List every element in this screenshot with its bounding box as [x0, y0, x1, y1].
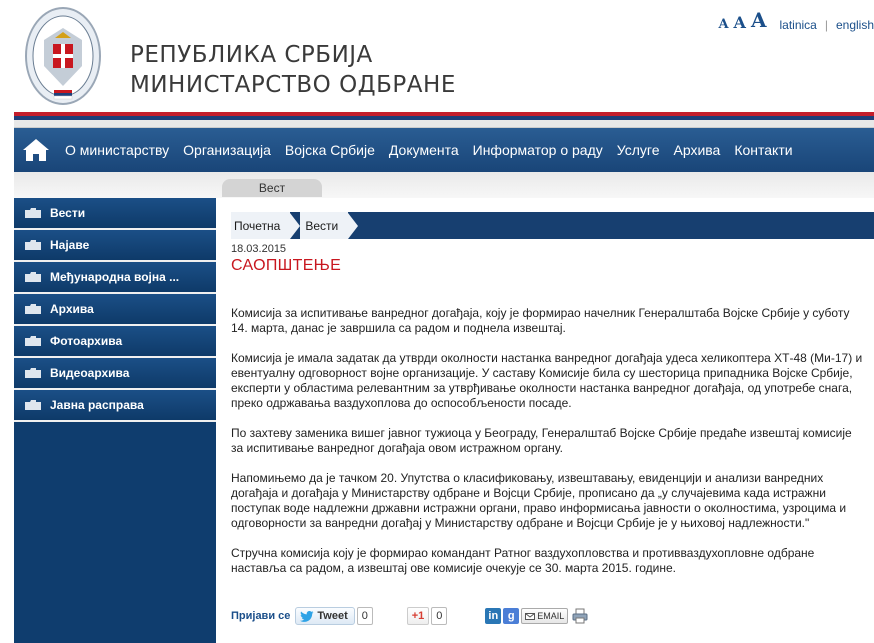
nav-item-about[interactable]: О министарству [65, 142, 170, 158]
section-tab: Вест [222, 179, 322, 197]
home-button[interactable] [14, 128, 58, 172]
flag-stripes [14, 112, 874, 128]
article-paragraph: Комисија је имала задатак да утврди околности настанка ванредног догађаја удеса хеликоптера ХТ-48 (Ми-17) и евентуалну одговорност војне организације. У саставу Комисије била су шесторица припадника Војске Србије, експерти у областима релевантним за утврђивање околности настанка ванредног догађаја, од употребе снага, преко одржавања ваздухоплова до оспособљености посаде. [231, 351, 863, 410]
gplus-button[interactable] [407, 607, 430, 625]
sidebar-item-label: Вести [50, 206, 86, 220]
print-icon[interactable] [572, 608, 588, 624]
lang-english-link[interactable]: english [835, 18, 874, 32]
share-label: Пријави се [231, 610, 291, 622]
sidebar-item-label: Најаве [50, 238, 90, 252]
breadcrumb-arrow-icon [348, 213, 358, 239]
font-size-large-button[interactable]: A [750, 8, 767, 32]
nav-item-informator[interactable]: Информатор о раду [472, 142, 603, 158]
breadcrumb [231, 212, 874, 239]
tweet-button[interactable] [295, 607, 354, 625]
font-size-medium-button[interactable]: A [733, 13, 746, 32]
folder-icon [24, 272, 42, 282]
sidebar-item-international[interactable] [14, 262, 216, 294]
tweet-label: Tweet [317, 610, 348, 622]
sidebar-item-announcements[interactable] [14, 230, 216, 262]
top-utility-bar [718, 8, 874, 32]
nav-item-organization[interactable]: Организација [183, 142, 271, 158]
article-paragraph: Стручна комисија коју је формирао командант Ратног ваздухопловства и противваздухопловне одбране наставља са радом, а извештај ове комисије очекује се 30. марта 2015. године. [231, 546, 815, 575]
article-title: САОПШТЕЊЕ [231, 257, 342, 274]
tweet-count: 0 [357, 607, 373, 625]
sidebar-item-label: Међународна војна ... [50, 270, 180, 284]
sidebar-item-archive[interactable] [14, 294, 216, 326]
sidebar-item-label: Јавна расправа [50, 398, 144, 412]
lang-separator: | [824, 18, 828, 32]
folder-icon [24, 240, 42, 250]
ministry-emblem-icon[interactable] [24, 6, 102, 106]
gplus-label: +1 [411, 610, 425, 622]
lang-latinica-link[interactable]: latinica [779, 18, 817, 32]
site-title-line1: РЕПУБЛИКА СРБИЈА [130, 42, 373, 68]
sidebar [14, 198, 216, 643]
nav-item-contacts[interactable]: Контакти [734, 142, 793, 158]
breadcrumb-home[interactable]: Почетна [231, 212, 290, 239]
nav-item-documents[interactable]: Документа [388, 142, 459, 158]
envelope-icon [525, 613, 535, 620]
twitter-bird-icon [300, 611, 314, 622]
nav-item-archive[interactable]: Архива [673, 142, 721, 158]
email-button[interactable] [521, 608, 568, 624]
sidebar-item-label: Видеоархива [50, 366, 130, 380]
site-header [0, 0, 874, 112]
folder-icon [24, 368, 42, 378]
breadcrumb-news[interactable]: Вести [300, 212, 348, 239]
sidebar-item-news[interactable] [14, 198, 216, 230]
breadcrumb-arrow-icon [290, 213, 300, 239]
linkedin-icon[interactable]: in [485, 608, 501, 624]
nav-item-services[interactable]: Услуге [616, 142, 660, 158]
home-icon [22, 137, 50, 163]
google-icon[interactable]: g [503, 608, 519, 624]
article-date: 18.03.2015 [231, 243, 287, 255]
article-paragraph: Комисија за испитивање ванредног догађаја, коју је формирао начелник Генералштаба Војске Србије у суботу 14. марта, данас је завршила са радом и поднела извештај. [231, 306, 850, 335]
sidebar-item-video-archive[interactable] [14, 358, 216, 390]
main-nav [14, 128, 874, 172]
main-content [231, 198, 874, 643]
folder-icon [24, 304, 42, 314]
sidebar-item-label: Архива [50, 302, 94, 316]
article-body [231, 306, 866, 591]
site-title [130, 40, 456, 100]
nav-item-army[interactable]: Војска Србије [284, 142, 375, 158]
folder-icon [24, 336, 42, 346]
email-label: EMAIL [537, 611, 565, 621]
sidebar-item-label: Фотоархива [50, 334, 123, 348]
font-size-small-button[interactable]: A [718, 17, 729, 32]
folder-icon [24, 400, 42, 410]
sidebar-item-public-debate[interactable] [14, 390, 216, 422]
sidebar-item-photo-archive[interactable] [14, 326, 216, 358]
gplus-count: 0 [431, 607, 447, 625]
site-title-line2: МИНИСТАРСТВО ОДБРАНЕ [130, 72, 456, 98]
article-paragraph: По захтеву заменика вишег јавног тужиоца у Београду, Генералштаб Војске Србије предаће извештај комисије за испитивање ванредног догађаја овом истражном органу. [231, 426, 852, 455]
share-bar [231, 605, 874, 627]
decorative-band [14, 172, 874, 198]
folder-icon [24, 208, 42, 218]
article-paragraph: Напомињемо да је тачком 20. Упутства о класификовању, извештавању, евиденцији и анализи ванредних догађаја и догађаја у Министарству одбране и Војсци Србије, прописано да „у случајевима када истражни поступак воде надлежни државни истражни органи, право информисања јавности о околностима, узроцима и одговорности за ванредни догађај у Министарству одбране и Војсци Србије је у њиховој надлежности." [231, 471, 847, 530]
